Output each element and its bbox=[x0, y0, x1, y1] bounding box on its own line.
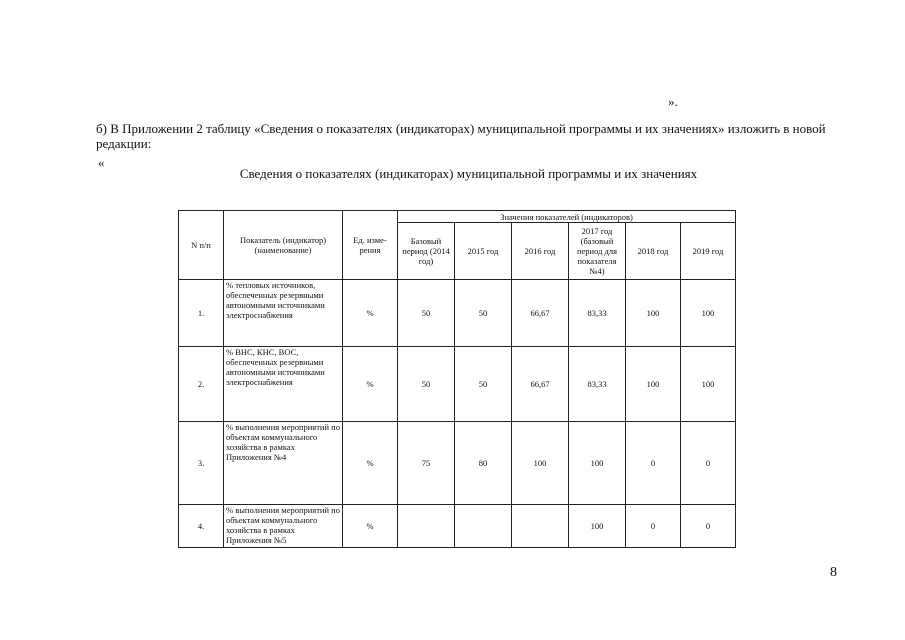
closing-quote: ». bbox=[668, 94, 678, 109]
row-num: 2. bbox=[179, 347, 224, 422]
row-2019: 100 bbox=[681, 347, 736, 422]
row-2016 bbox=[512, 505, 569, 548]
row-num: 4. bbox=[179, 505, 224, 548]
row-2017: 100 bbox=[569, 422, 626, 505]
row-num: 3. bbox=[179, 422, 224, 505]
row-2015: 50 bbox=[455, 347, 512, 422]
header-2019: 2019 год bbox=[681, 223, 736, 280]
header-unit: Ед. изме-рения bbox=[343, 211, 398, 280]
row-2015 bbox=[455, 505, 512, 548]
row-2018: 100 bbox=[626, 280, 681, 347]
row-2017: 100 bbox=[569, 505, 626, 548]
row-2015: 80 bbox=[455, 422, 512, 505]
row-base: 75 bbox=[398, 422, 455, 505]
row-unit: % bbox=[343, 505, 398, 548]
indicators-table bbox=[178, 210, 736, 548]
header-base-period: Базовый период (2014 год) bbox=[398, 223, 455, 280]
page-number: 8 bbox=[830, 565, 837, 580]
row-2016: 66,67 bbox=[512, 280, 569, 347]
row-indicator: % тепловых источников, обеспеченных резервными автономными источниками электроснабжения bbox=[224, 280, 343, 347]
table-row bbox=[179, 422, 736, 505]
table-row bbox=[179, 347, 736, 422]
row-2018: 0 bbox=[626, 422, 681, 505]
table-title: Сведения о показателях (индикаторах) муниципальной программы и их значениях bbox=[239, 166, 698, 181]
row-base: 50 bbox=[398, 280, 455, 347]
row-2016: 100 bbox=[512, 422, 569, 505]
row-unit: % bbox=[343, 422, 398, 505]
opening-quote: « bbox=[98, 155, 105, 170]
row-indicator: % выполнения мероприятий по объектам коммунального хозяйства в рамках Приложения №5 bbox=[224, 505, 343, 548]
row-2017: 83,33 bbox=[569, 280, 626, 347]
header-indicator: Показатель (индикатор) (наименование) bbox=[224, 211, 343, 280]
row-base bbox=[398, 505, 455, 548]
header-2018: 2018 год bbox=[626, 223, 681, 280]
header-num: N п/п bbox=[179, 211, 224, 280]
row-unit: % bbox=[343, 347, 398, 422]
row-2016: 66,67 bbox=[512, 347, 569, 422]
row-2018: 0 bbox=[626, 505, 681, 548]
row-indicator: % выполнения мероприятий по объектам коммунального хозяйства в рамках Приложения №4 bbox=[224, 422, 343, 505]
row-2018: 100 bbox=[626, 347, 681, 422]
table-row bbox=[179, 505, 736, 548]
table-row bbox=[179, 280, 736, 347]
row-base: 50 bbox=[398, 347, 455, 422]
row-indicator: % ВНС, КНС, ВОС, обеспеченных резервными автономными источниками электроснабжения bbox=[224, 347, 343, 422]
row-num: 1. bbox=[179, 280, 224, 347]
row-2017: 83,33 bbox=[569, 347, 626, 422]
intro-paragraph: б) В Приложении 2 таблицу «Сведения о показателях (индикаторах) муниципальной программы и их значениях» изложить в новой редакции: bbox=[96, 121, 826, 151]
row-unit: % bbox=[343, 280, 398, 347]
header-2016: 2016 год bbox=[512, 223, 569, 280]
row-2019: 100 bbox=[681, 280, 736, 347]
row-2019: 0 bbox=[681, 422, 736, 505]
row-2015: 50 bbox=[455, 280, 512, 347]
header-2015: 2015 год bbox=[455, 223, 512, 280]
header-values-group: Значения показателей (индикаторов) bbox=[398, 211, 736, 223]
header-2017: 2017 год (базовый период для показателя №4) bbox=[569, 223, 626, 280]
row-2019: 0 bbox=[681, 505, 736, 548]
